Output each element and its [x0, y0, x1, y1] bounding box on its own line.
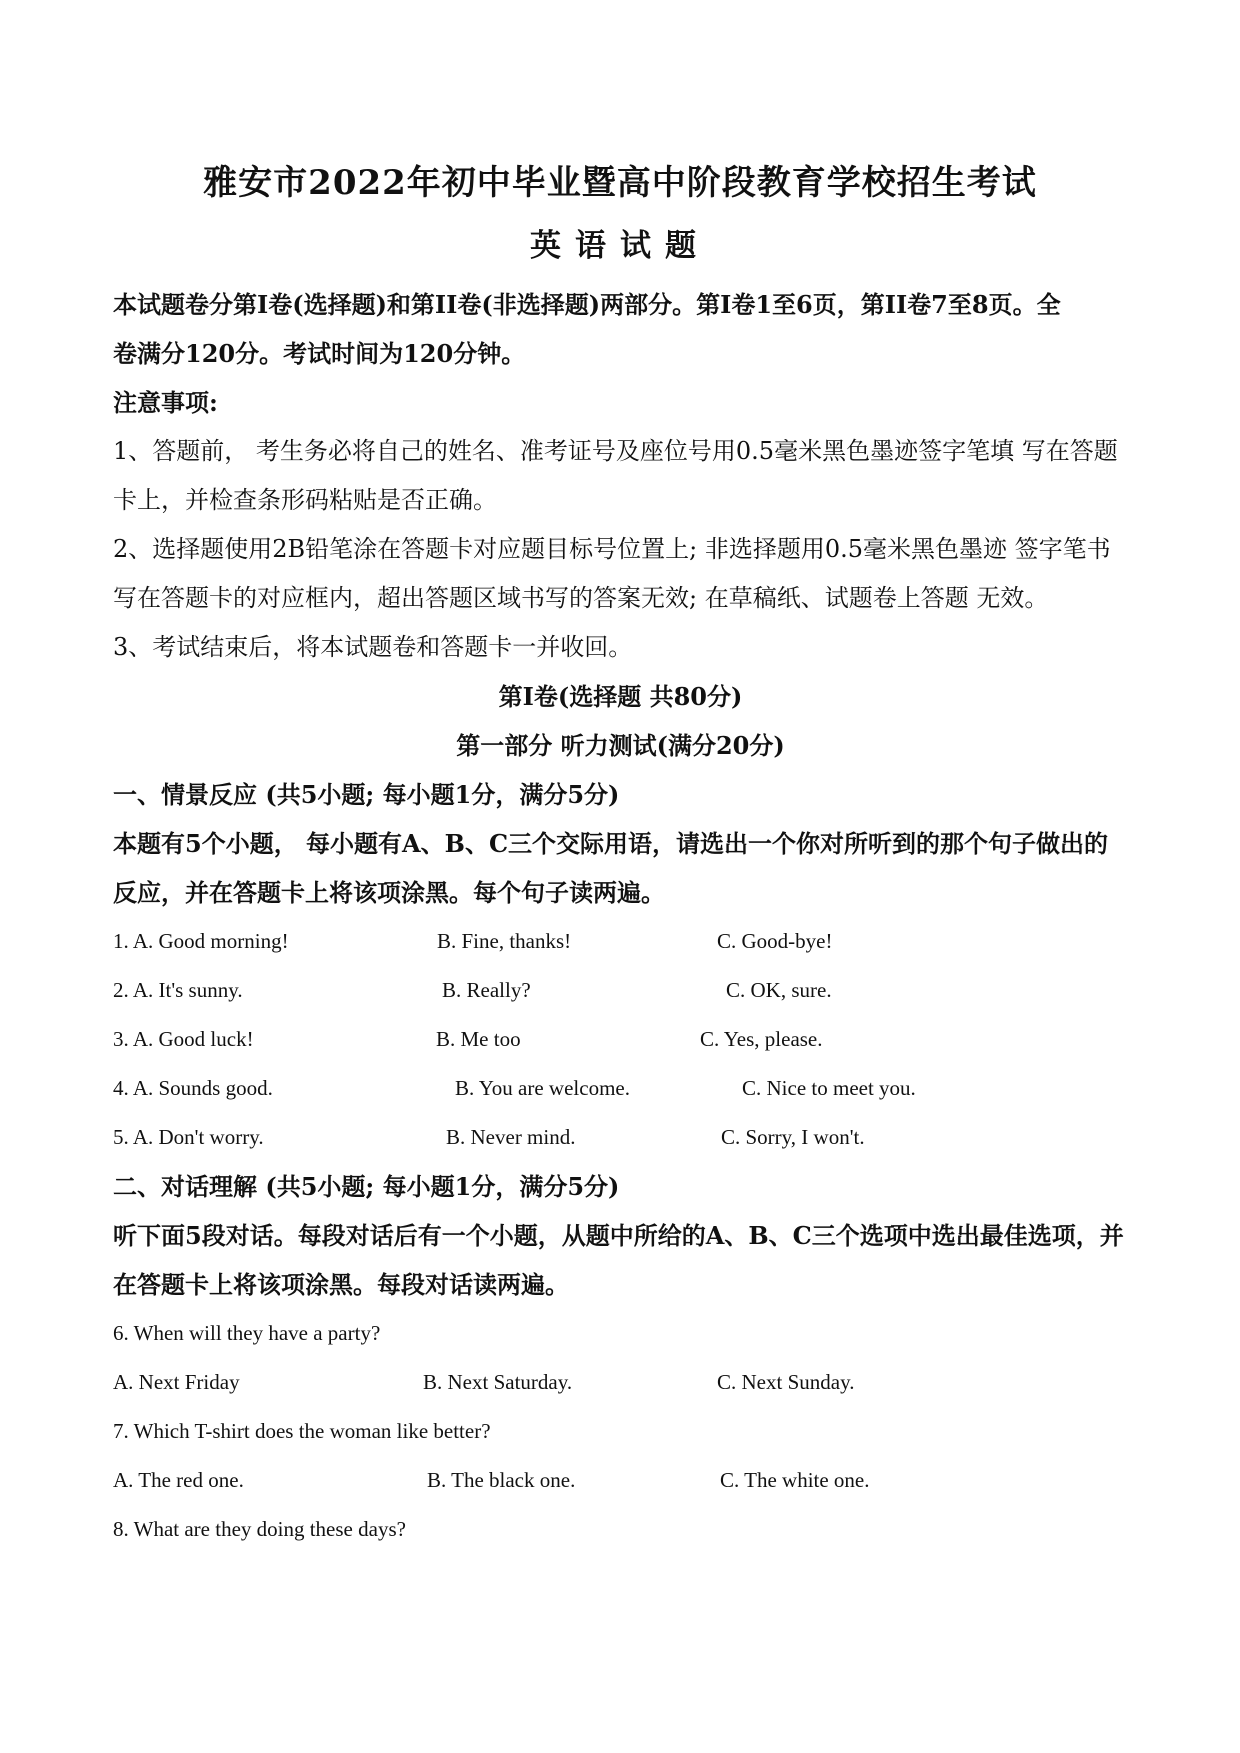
- option-b: B. Next Saturday.: [423, 1370, 573, 1394]
- volume-heading: 第I卷(选择题 共80分): [498, 682, 743, 711]
- section1-instructions: 本题有5个小题， 每小题有A、B、C三个交际用语，请选出一个你对所听到的那个句子做出的反应，并在答题卡上将该项涂黑。每个句子读两遍。: [113, 829, 1109, 907]
- option-a: 4. A. Sounds good.: [113, 1076, 273, 1100]
- question-6-stem: 6. When will they have a party?: [113, 1321, 381, 1345]
- option-c: C. The white one.: [720, 1468, 870, 1492]
- question-row: [113, 966, 1128, 1015]
- exam-subtitle: 英语试题: [530, 228, 710, 264]
- option-c: C. Yes, please.: [700, 1027, 823, 1051]
- option-b: B. The black one.: [427, 1468, 576, 1492]
- question-row: [113, 1015, 1128, 1064]
- option-b: B. Really?: [442, 978, 531, 1002]
- intro-line-2: 卷满分120分。考试时间为120分钟。: [113, 339, 526, 368]
- section2-heading: 二、对话理解 (共5小题; 每小题1分，满分5分): [113, 1172, 620, 1201]
- part-heading: 第一部分 听力测试(满分20分): [456, 731, 785, 760]
- option-a: 2. A. It's sunny.: [113, 978, 243, 1002]
- section1-heading: 一、情景反应 (共5小题; 每小题1分，满分5分): [113, 780, 620, 809]
- section2-instructions: 听下面5段对话。每段对话后有一个小题，从题中所给的A、B、C三个选项中选出最佳选项，并在答题卡上将该项涂黑。每段对话读两遍。: [113, 1221, 1124, 1299]
- option-a: A. The red one.: [113, 1468, 244, 1492]
- exam-content: [113, 280, 1128, 1554]
- question-row: [113, 917, 1128, 966]
- option-a: A. Next Friday: [113, 1370, 240, 1394]
- option-b: B. Never mind.: [446, 1125, 576, 1149]
- option-c: C. Nice to meet you.: [742, 1076, 916, 1100]
- note-item-2: 2、选择题使用2B铅笔涂在答题卡对应题目标号位置上; 非选择题用0.5毫米黑色墨迹 签字笔书写在答题卡的对应框内，超出答题区域书写的答案无效; 在草稿纸、试题卷上答题 无效。: [113, 535, 1111, 612]
- option-b: B. You are welcome.: [455, 1076, 630, 1100]
- option-c: C. OK, sure.: [726, 978, 832, 1002]
- notes-heading: 注意事项:: [113, 388, 218, 417]
- option-c: C. Good-bye!: [717, 929, 833, 953]
- intro-line-1: 本试题卷分第I卷(选择题)和第II卷(非选择题)两部分。第I卷1至6页，第II卷7至8页。全: [113, 290, 1061, 319]
- option-c: C. Sorry, I won't.: [721, 1125, 865, 1149]
- question-row: [113, 1064, 1128, 1113]
- option-c: C. Next Sunday.: [717, 1370, 855, 1394]
- question-row: [113, 1113, 1128, 1162]
- exam-title: 雅安市2022年初中毕业暨高中阶段教育学校招生考试: [203, 163, 1037, 203]
- option-a: 5. A. Don't worry.: [113, 1125, 264, 1149]
- question-6-options: [113, 1358, 1128, 1407]
- option-b: B. Me too: [436, 1027, 521, 1051]
- note-item-3: 3、考试结束后，将本试题卷和答题卡一并收回。: [113, 633, 633, 661]
- option-a: 1. A. Good morning!: [113, 929, 289, 953]
- question-8-stem: 8. What are they doing these days?: [113, 1517, 406, 1541]
- question-7-options: [113, 1456, 1128, 1505]
- option-b: B. Fine, thanks!: [437, 929, 572, 953]
- question-7-stem: 7. Which T-shirt does the woman like better?: [113, 1419, 491, 1443]
- option-a: 3. A. Good luck!: [113, 1027, 254, 1051]
- note-item-1: 1、答题前， 考生务必将自己的姓名、准考证号及座位号用0.5毫米黑色墨迹签字笔填 写在答题卡上，并检查条形码粘贴是否正确。: [113, 437, 1118, 514]
